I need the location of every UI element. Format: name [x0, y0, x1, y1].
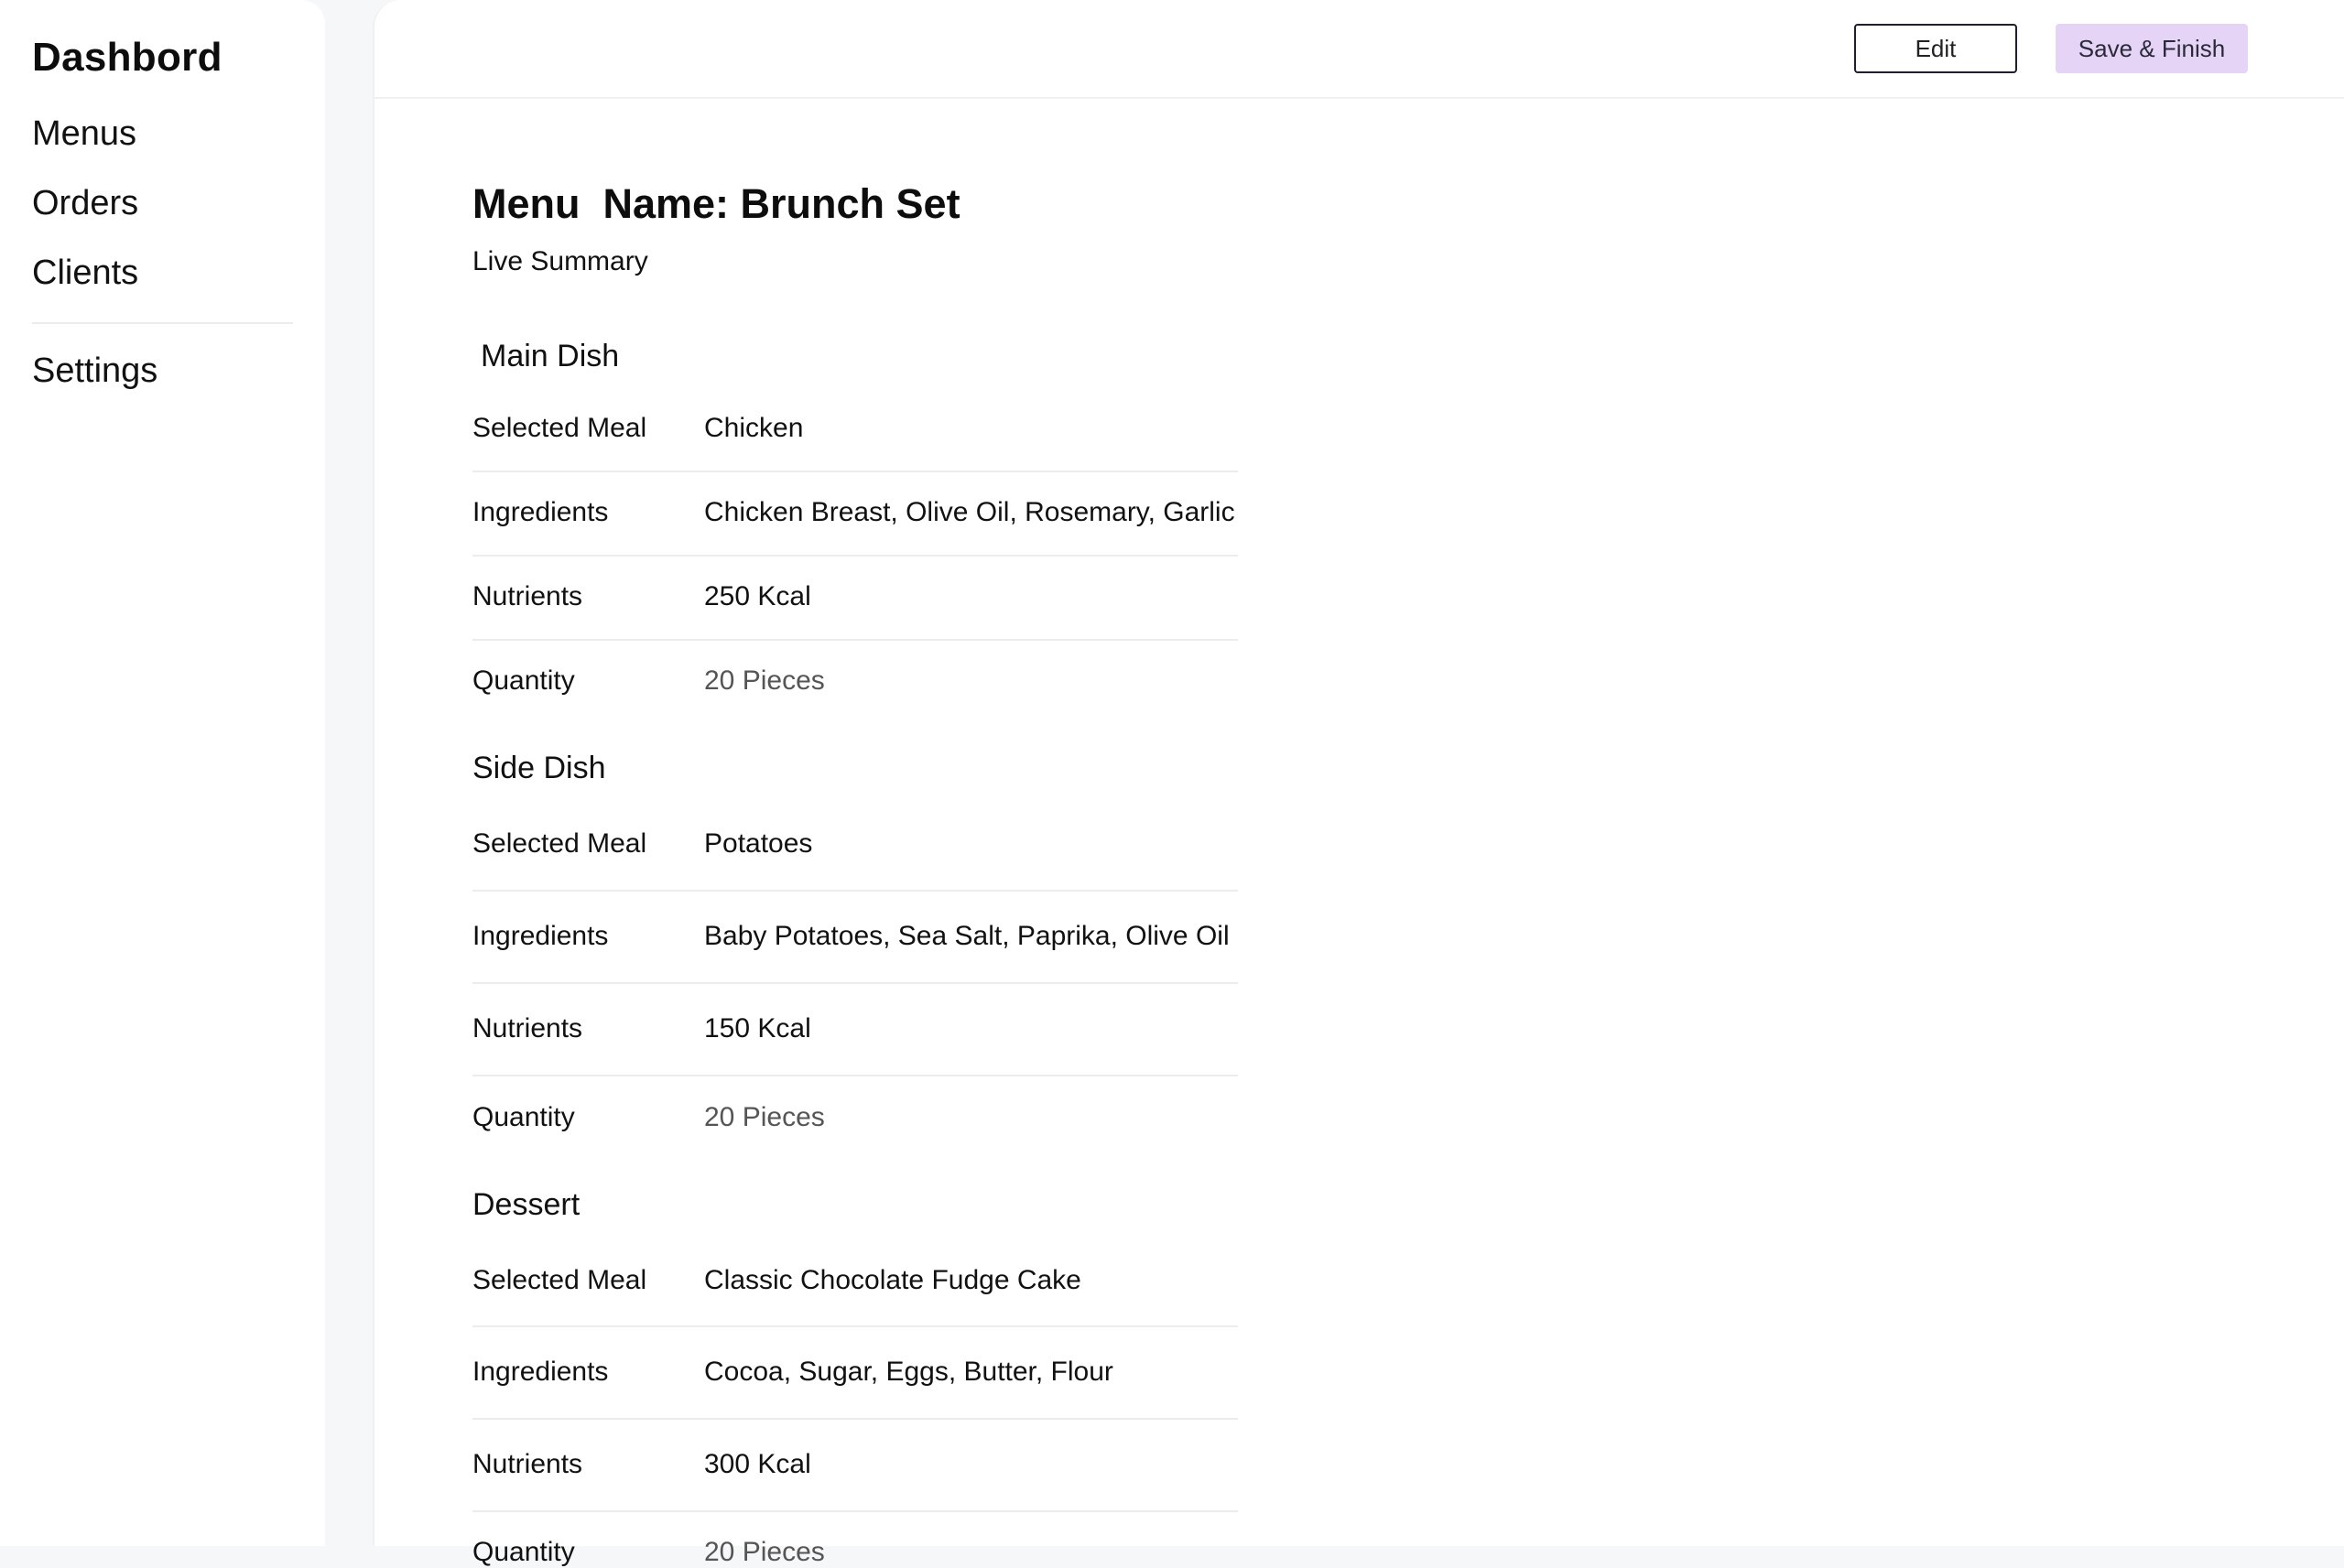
- row-value: 20 Pieces: [704, 665, 825, 696]
- row-value: Chicken Breast, Olive Oil, Rosemary, Garlic: [704, 497, 1235, 527]
- row-value: Baby Potatoes, Sea Salt, Paprika, Olive Oil: [704, 921, 1230, 951]
- table-row: [472, 1327, 1238, 1420]
- row-value: 20 Pieces: [704, 1102, 825, 1132]
- row-label: Selected Meal: [472, 413, 647, 443]
- row-label: Quantity: [472, 1537, 575, 1567]
- row-value: 300 Kcal: [704, 1449, 811, 1479]
- sidebar-divider: [32, 322, 293, 324]
- sidebar: [0, 0, 325, 1546]
- page-title: Menu Name: Brunch Set: [472, 180, 960, 227]
- table-row: [472, 806, 1238, 892]
- sidebar-item-orders[interactable]: Orders: [32, 184, 139, 222]
- sections-container: [472, 0, 1242, 1567]
- row-value: Potatoes: [704, 828, 813, 859]
- sidebar-item-settings[interactable]: Settings: [32, 351, 158, 390]
- brand-title: Dashbord: [32, 35, 222, 80]
- row-value: 20 Pieces: [704, 1537, 825, 1567]
- sidebar-item-clients[interactable]: Clients: [32, 254, 139, 292]
- live-summary-heading: Live Summary: [472, 246, 648, 276]
- section-title-main-dish: Main Dish: [481, 339, 620, 373]
- table-row: [472, 984, 1238, 1076]
- table-row: [472, 403, 1238, 472]
- row-value: 150 Kcal: [704, 1013, 811, 1044]
- row-label: Quantity: [472, 1102, 575, 1132]
- table-row: [472, 472, 1238, 557]
- table-row: [472, 1420, 1238, 1512]
- table-row: [472, 1076, 1238, 1162]
- row-value: Cocoa, Sugar, Eggs, Butter, Flour: [704, 1357, 1113, 1387]
- row-label: Ingredients: [472, 497, 609, 527]
- row-value: 250 Kcal: [704, 581, 811, 611]
- row-label: Selected Meal: [472, 828, 647, 859]
- row-label: Ingredients: [472, 921, 609, 951]
- table-row: [472, 557, 1238, 641]
- table-row: [472, 1512, 1238, 1567]
- edit-button[interactable]: Edit: [1854, 24, 2017, 73]
- save-finish-button[interactable]: Save & Finish: [2056, 24, 2248, 73]
- row-label: Nutrients: [472, 581, 583, 611]
- row-label: Nutrients: [472, 1449, 583, 1479]
- section-title-dessert: Dessert: [472, 1187, 581, 1222]
- row-value: Classic Chocolate Fudge Cake: [704, 1265, 1081, 1295]
- table-row: [472, 1241, 1238, 1327]
- row-label: Nutrients: [472, 1013, 583, 1044]
- table-row: [472, 892, 1238, 984]
- row-value: Chicken: [704, 413, 804, 443]
- row-label: Quantity: [472, 665, 575, 696]
- row-label: Ingredients: [472, 1357, 609, 1387]
- table-row: [472, 641, 1238, 725]
- main-panel: [373, 0, 2344, 1567]
- section-title-side-dish: Side Dish: [472, 751, 606, 785]
- row-label: Selected Meal: [472, 1265, 647, 1295]
- sidebar-item-menus[interactable]: Menus: [32, 114, 137, 153]
